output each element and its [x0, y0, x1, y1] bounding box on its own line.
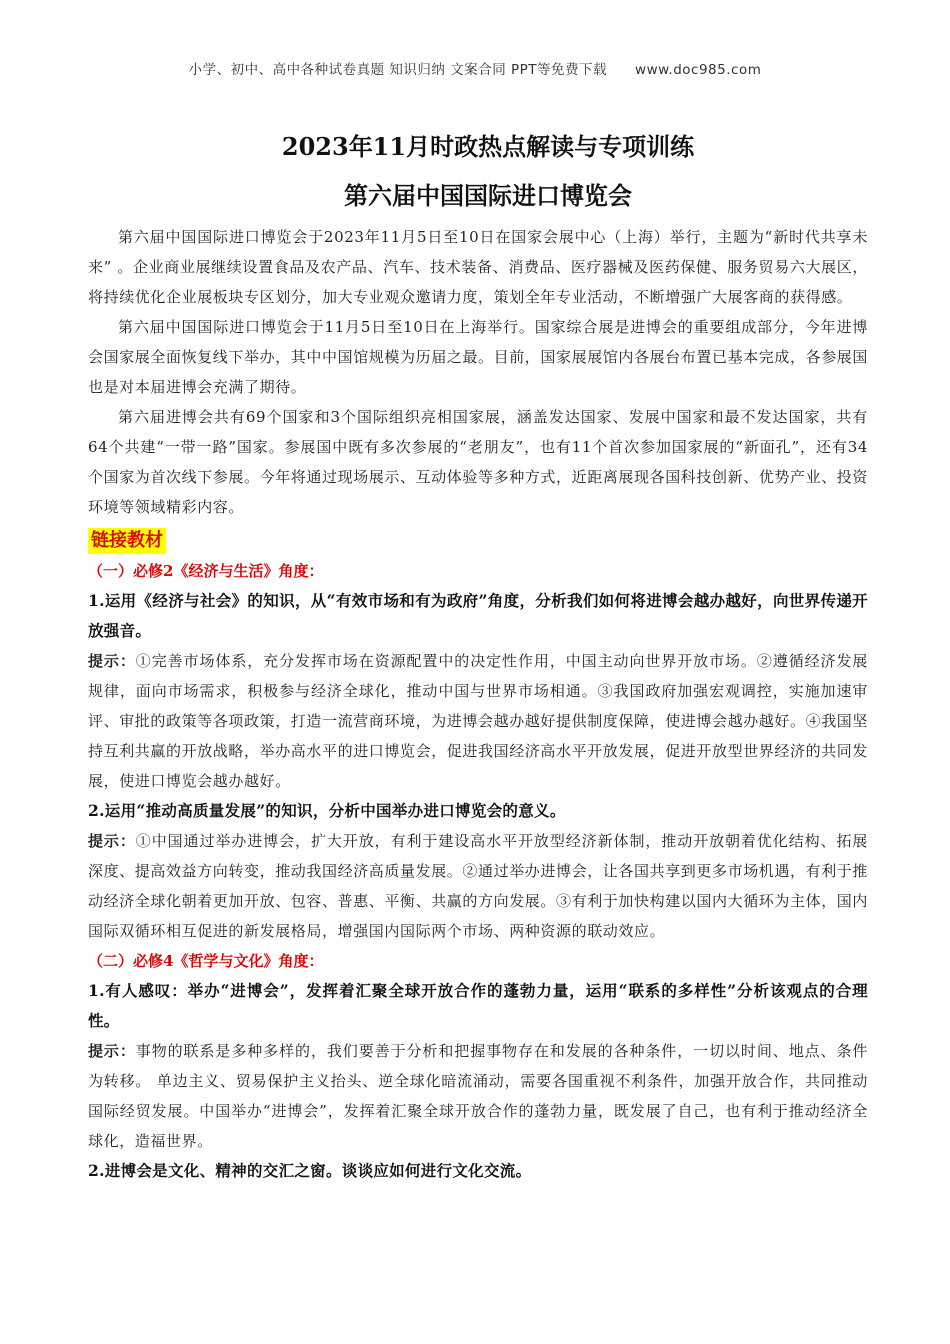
hint-text: ①中国通过举办进博会，扩大开放，有利于建设高水平开放型经济新体制，推动开放朝着优化结构、拓展深度、提高效益方向转变，推动我国经济高质量发展。②通过举办进博会，让各国共享到更多市场机遇，有利于推动经济全球化朝着更加开放、包容、普惠、平衡、共赢的方向发展。③有利于加快构建以国内大循环为主体，国内国际双循环相互促进的新发展格局，增强国内国际两个市场、两种资源的联动效应。	[88, 832, 869, 940]
section-heading-2: （二）必修4《哲学与文化》角度：	[88, 952, 324, 970]
question-1-1: 1.运用《经济与社会》的知识，从“有效市场和有为政府”角度，分析我们如何将进博会越办越好，向世界传递开放强音。	[88, 591, 868, 640]
document-body	[88, 130, 868, 1186]
intro-paragraph-2: 第六届中国国际进口博览会于11月5日至10日在上海举行。国家综合展是进博会的重要组成部分，今年进博会国家展全面恢复线下举办，其中中国馆规模为历届之最。目前，国家展展馆内各展台布置已基本完成，各参展国也是对本届进博会充满了期待。	[88, 318, 869, 396]
document-subtitle: 第六届中国国际进口博览会	[344, 181, 632, 210]
hint-1-2	[88, 826, 868, 946]
hint-1-1	[88, 646, 868, 796]
question-2-1: 1.有人感叹：举办“进博会”，发挥着汇聚全球开放合作的蓬勃力量，运用“联系的多样性”分析该观点的合理性。	[88, 981, 868, 1030]
link-textbook-tag: 链接教材	[88, 528, 166, 554]
hint-label: 提示：	[88, 1042, 136, 1060]
document-title: 2023年11月时政热点解读与专项训练	[281, 132, 695, 161]
question-1-2: 2.运用“推动高质量发展”的知识，分析中国举办进口博览会的意义。	[88, 801, 566, 820]
hint-label: 提示：	[88, 832, 136, 850]
question-2-2: 2.进博会是文化、精神的交汇之窗。谈谈应如何进行文化交流。	[88, 1161, 532, 1180]
header-url[interactable]: www.doc985.com	[635, 62, 762, 78]
header-text: 小学、初中、高中各种试卷真题 知识归纳 文案合同 PPT等免费下载	[188, 62, 608, 78]
intro-paragraph-1: 第六届中国国际进口博览会于2023年11月5日至10日在国家会展中心（上海）举行，主题为“新时代共享未来” 。企业商业展继续设置食品及农产品、汽车、技术装备、消费品、医疗器械及医药保健、服务贸易六大展区，将持续优化企业展板块专区划分，加大专业观众邀请力度，策划全年专业活动，不断增强广大展客商的获得感。	[88, 228, 868, 306]
section-heading-1: （一）必修2《经济与生活》角度：	[88, 562, 324, 580]
intro-paragraph-3: 第六届进博会共有69个国家和3个国际组织亮相国家展，涵盖发达国家、发展中国家和最不发达国家，共有64个共建“一带一路”国家。参展国中既有多次参展的“老朋友”，也有11个首次参加国家展的“新面孔”，还有34个国家为首次线下参展。今年将通过现场展示、互动体验等多种方式，近距离展现各国科技创新、优势产业、投资环境等领域精彩内容。	[88, 408, 869, 516]
hint-text: ①完善市场体系，充分发挥市场在资源配置中的决定性作用，中国主动向世界开放市场。②遵循经济发展规律，面向市场需求，积极参与经济全球化，推动中国与世界市场相通。③我国政府加强宏观调控，实施加速审评、审批的政策等各项政策，打造一流营商环境，为进博会越办越好提供制度保障，使进博会越办越好。④我国坚持互利共赢的开放战略，举办高水平的进口博览会，促进我国经济高水平开放发展，促进开放型世界经济的共同发展，使进口博览会越办越好。	[88, 652, 869, 790]
page-header	[0, 58, 950, 78]
hint-label: 提示：	[88, 652, 136, 670]
hint-2-1	[88, 1036, 868, 1156]
hint-text: 事物的联系是多种多样的，我们要善于分析和把握事物存在和发展的各种条件，一切以时间、地点、条件为转移。 单边主义、贸易保护主义抬头、逆全球化暗流涌动，需要各国重视不利条件，加强开放合作，共同推动国际经贸发展。中国举办“进博会”，发挥着汇聚全球开放合作的蓬勃力量，既发展了自己，也有利于推动经济全球化，造福世界。	[88, 1042, 868, 1150]
